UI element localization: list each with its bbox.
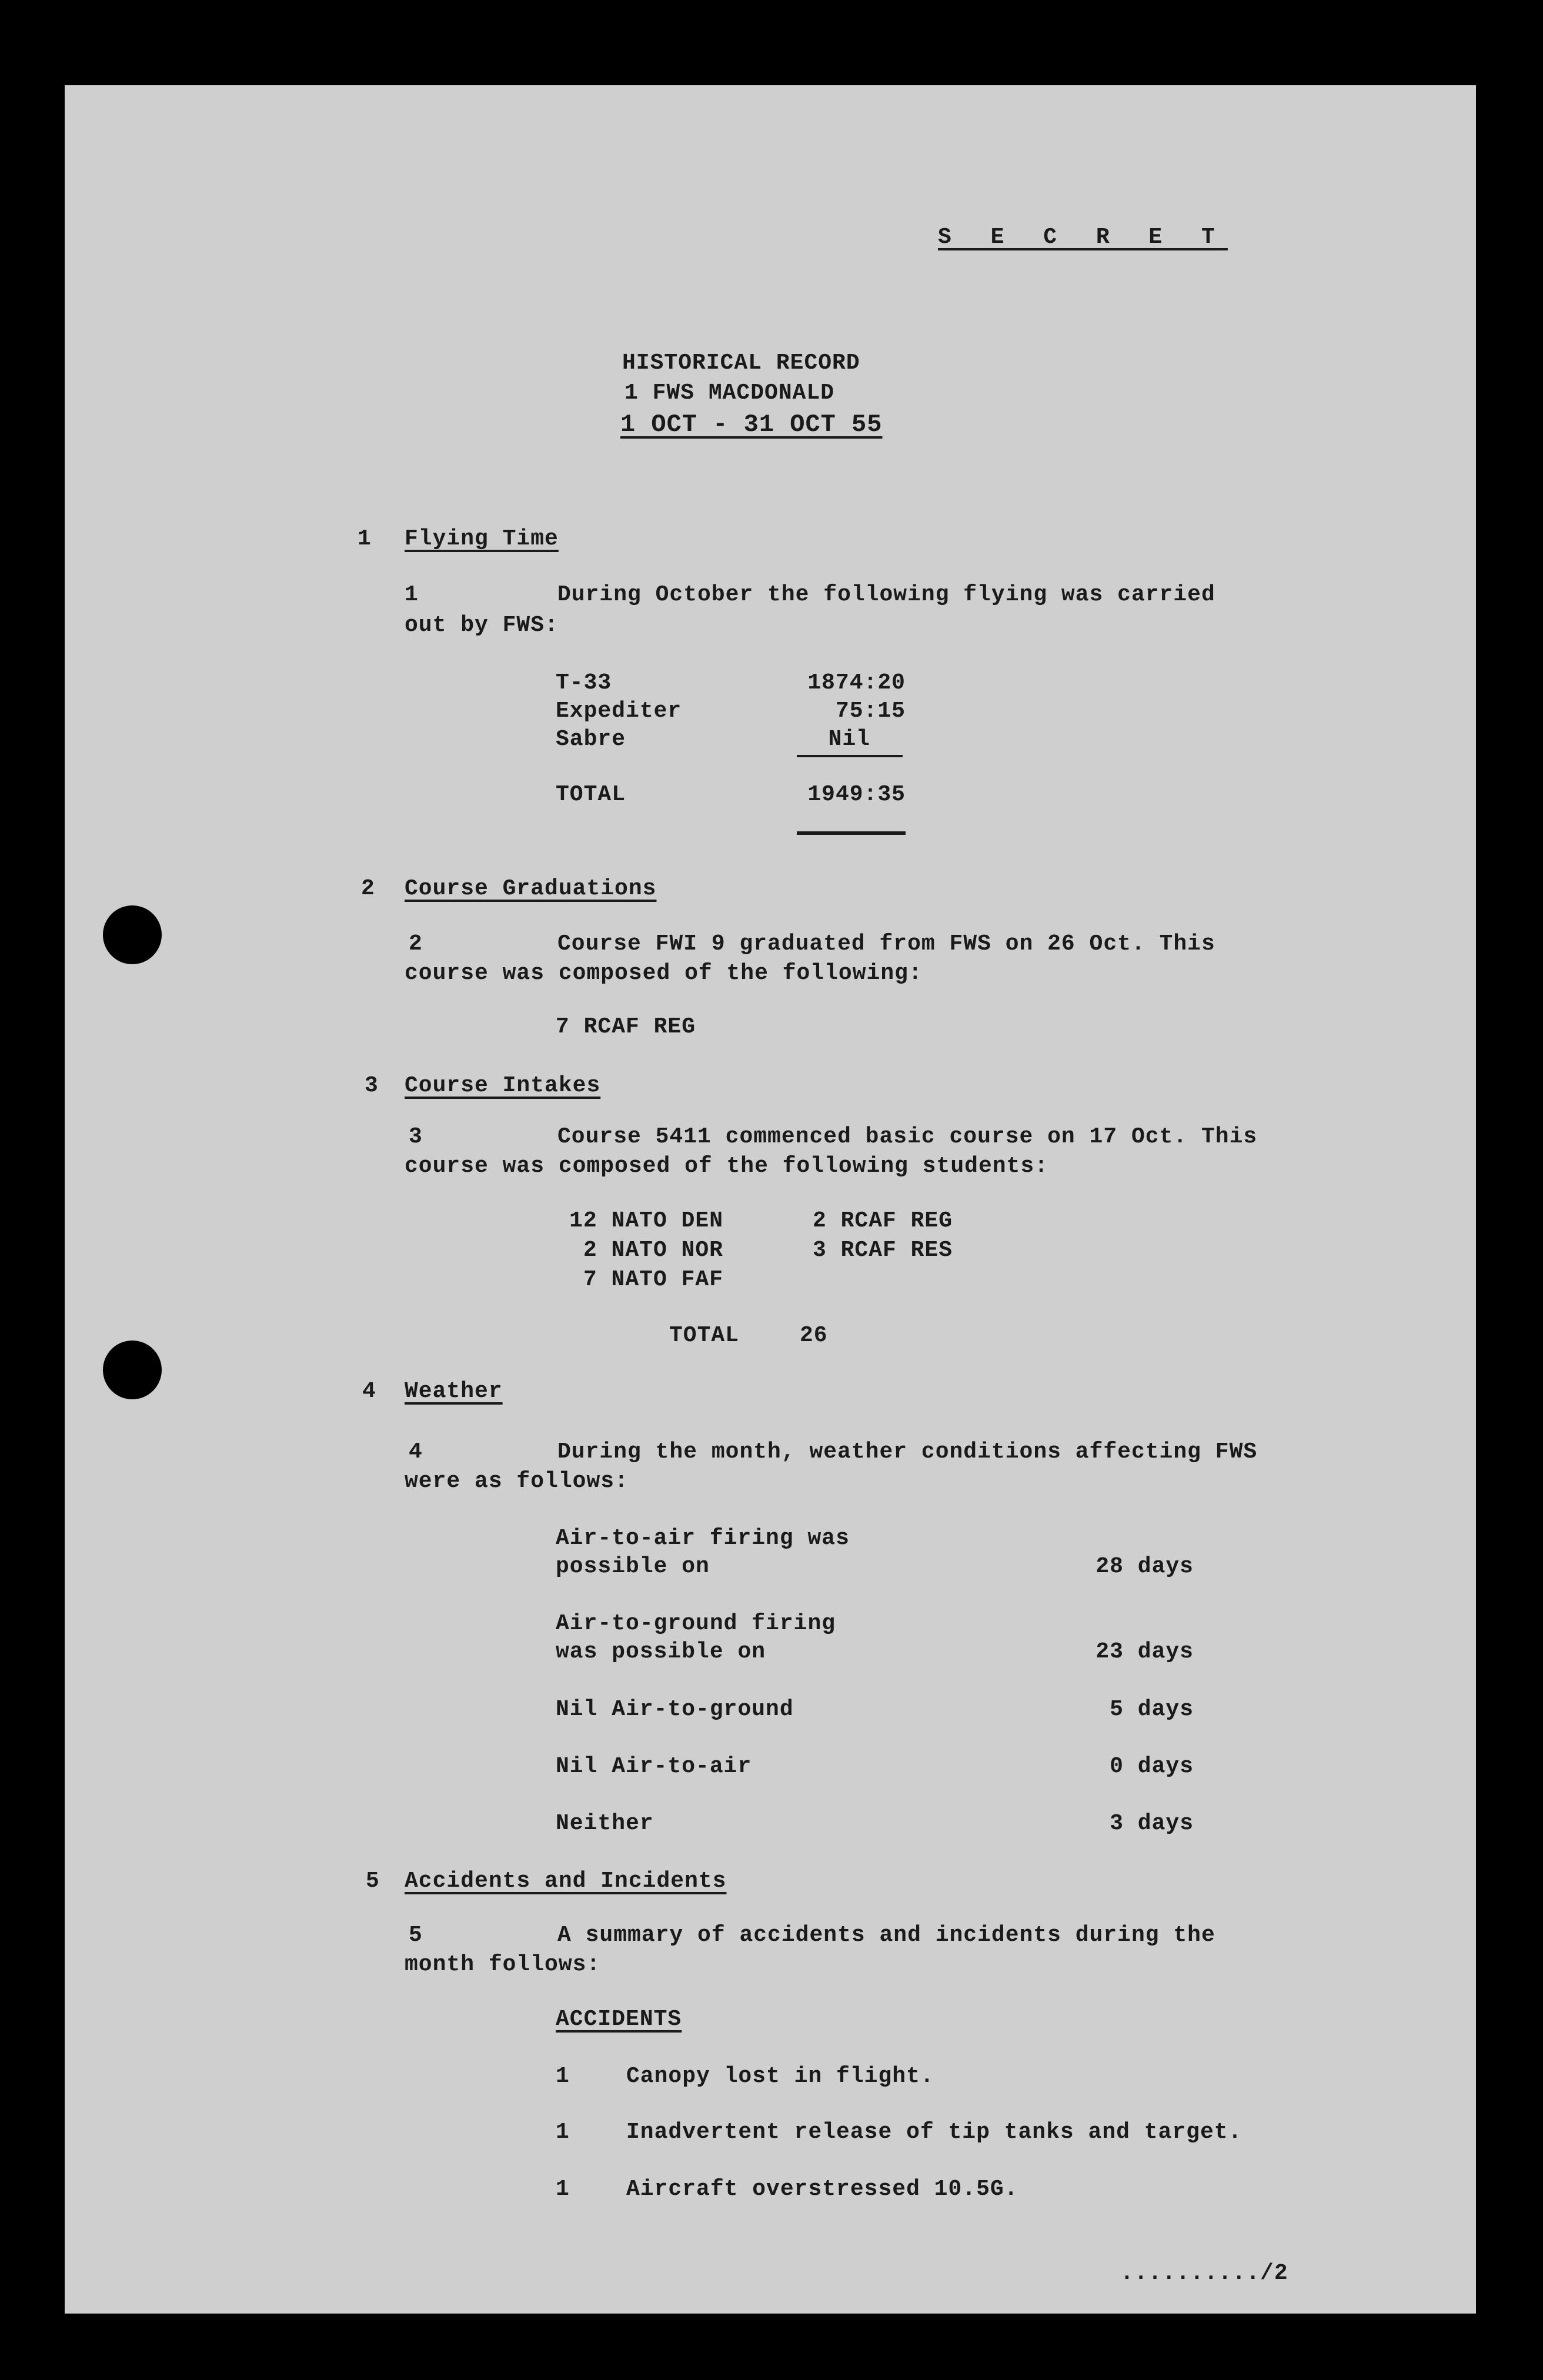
paragraph-text: course was composed of the following students: xyxy=(405,1154,1048,1179)
section-heading-flying-time: Flying Time xyxy=(405,526,559,551)
paragraph-number: 4 xyxy=(409,1439,423,1465)
paragraph-number: 3 xyxy=(409,1124,423,1149)
section-heading-weather: Weather xyxy=(405,1379,503,1404)
paragraph-number: 2 xyxy=(409,931,423,957)
section-number: 4 xyxy=(362,1379,376,1404)
paragraph-number: 1 xyxy=(405,582,419,607)
punch-hole-upper xyxy=(103,905,162,964)
section-number: 5 xyxy=(366,1868,380,1894)
student-group: 2 NATO NOR xyxy=(583,1238,723,1263)
aircraft-label: Expediter xyxy=(556,698,682,724)
section-heading-course-intakes: Course Intakes xyxy=(405,1073,601,1098)
paragraph-text: month follows: xyxy=(405,1952,601,1977)
paragraph-text: Course FWI 9 graduated from FWS on 26 Oct. This xyxy=(557,931,1215,957)
weather-label: Air-to-air firing was xyxy=(556,1526,850,1551)
graduation-item: 7 RCAF REG xyxy=(556,1014,696,1039)
section-heading-course-graduations: Course Graduations xyxy=(405,876,657,901)
page-continuation: ........../2 xyxy=(1120,2261,1288,2286)
header-title: HISTORICAL RECORD xyxy=(622,350,860,376)
classification-label: S E C R E T xyxy=(938,225,1228,250)
total-double-rule xyxy=(797,831,906,835)
weather-label: Nil Air-to-air xyxy=(556,1754,752,1779)
accident-description: Aircraft overstressed 10.5G. xyxy=(626,2177,1018,2202)
total-label: TOTAL xyxy=(669,1323,740,1348)
accident-count: 1 xyxy=(556,2177,570,2202)
student-group: 7 NATO FAF xyxy=(583,1267,723,1292)
paragraph-text: course was composed of the following: xyxy=(405,961,923,986)
weather-days: 0 days xyxy=(1110,1754,1194,1779)
student-group: 12 NATO DEN xyxy=(569,1208,723,1234)
aircraft-label: T-33 xyxy=(556,670,612,696)
total-label: TOTAL xyxy=(556,782,626,807)
paragraph-number: 5 xyxy=(409,1923,423,1948)
student-group: 2 RCAF REG xyxy=(813,1208,953,1234)
paragraph-text: During October the following flying was carried xyxy=(557,582,1215,607)
accident-description: Canopy lost in flight. xyxy=(626,2064,934,2089)
section-number: 1 xyxy=(358,526,372,551)
total-value: 26 xyxy=(800,1323,828,1348)
paragraph-text: A summary of accidents and incidents during the xyxy=(557,1923,1215,1948)
section-number: 2 xyxy=(361,876,375,901)
flying-hours-value: 1874:20 xyxy=(807,670,906,696)
weather-label: possible on xyxy=(556,1554,710,1579)
weather-label: Nil Air-to-ground xyxy=(556,1697,794,1722)
total-value: 1949:35 xyxy=(807,782,906,807)
header-period: 1 OCT - 31 OCT 55 xyxy=(620,410,883,439)
section-number: 3 xyxy=(365,1073,379,1098)
student-group: 3 RCAF RES xyxy=(813,1238,953,1263)
weather-label: Neither xyxy=(556,1811,654,1836)
subtotal-rule xyxy=(797,755,903,757)
weather-days: 3 days xyxy=(1110,1811,1194,1836)
section-heading-accidents-incidents: Accidents and Incidents xyxy=(405,1868,727,1894)
paragraph-text: During the month, weather conditions affecting FWS xyxy=(557,1439,1258,1465)
flying-hours-value: Nil xyxy=(828,727,870,752)
punch-hole-lower xyxy=(103,1341,162,1399)
header-unit: 1 FWS MACDONALD xyxy=(624,380,835,406)
weather-label: Air-to-ground firing xyxy=(556,1611,836,1636)
accident-count: 1 xyxy=(556,2120,570,2145)
paragraph-text: Course 5411 commenced basic course on 17 Oct. This xyxy=(557,1124,1258,1149)
weather-days: 23 days xyxy=(1096,1639,1194,1664)
accidents-subheading: ACCIDENTS xyxy=(556,2007,682,2032)
accident-count: 1 xyxy=(556,2064,570,2089)
weather-label: was possible on xyxy=(556,1639,766,1664)
weather-days: 28 days xyxy=(1096,1554,1194,1579)
weather-days: 5 days xyxy=(1110,1697,1194,1722)
aircraft-label: Sabre xyxy=(556,727,626,752)
flying-hours-value: 75:15 xyxy=(835,698,906,724)
accident-description: Inadvertent release of tip tanks and target. xyxy=(626,2120,1243,2145)
paragraph-text: out by FWS: xyxy=(405,613,559,638)
paragraph-text: were as follows: xyxy=(405,1469,629,1494)
